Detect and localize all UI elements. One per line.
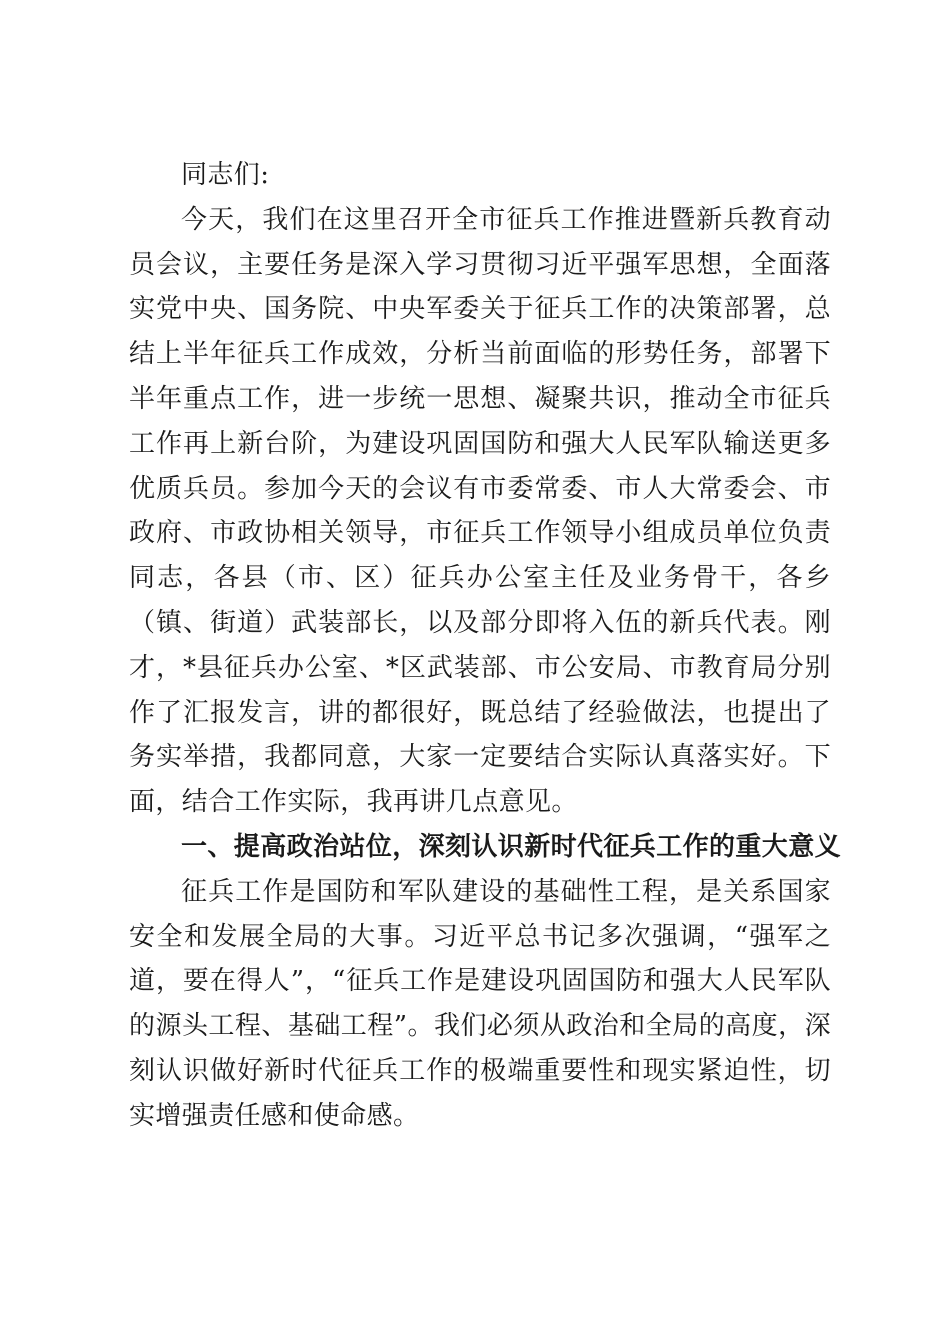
section-heading: 一、提高政治站位，深刻认识新时代征兵工作的重大意义 [181,831,842,862]
section-paragraph: 征兵工作是国防和军队建设的基础性工程，是关系国家安全和发展全局的大事。习近平总书记多次强调，“强军之道，要在得人”，“征兵工作是建设巩固国防和强大人民军队的源头工程、基础工程”。我们必须从政治和全局的高度，深刻认识做好新时代征兵工作的极端重要性和现实紧迫性，切实增强责任感和使命感。 [129,876,831,1131]
opening-paragraph: 今天，我们在这里召开全市征兵工作推进暨新兵教育动员会议，主要任务是深入学习贯彻习近平强军思想，全面落实党中央、国务院、中央军委关于征兵工作的决策部署，总结上半年征兵工作成效，分析当前面临的形势任务，部署下半年重点工作，进一步统一思想、凝聚共识，推动全市征兵工作再上新台阶，为建设巩固国防和强大人民军队输送更多优质兵员。参加今天的会议有市委常委、市人大常委会、市政府、市政协相关领导，市征兵工作领导小组成员单位负责同志，各县（市、区）征兵办公室主任及业务骨干，各乡（镇、街道）武装部长，以及部分即将入伍的新兵代表。刚才，*县征兵办公室、*区武装部、市公安局、市教育局分别作了汇报发言，讲的都很好，既总结了经验做法，也提出了务实举措，我都同意，大家一定要结合实际认真落实好。下面，结合工作实际，我再讲几点意见。 [129,204,831,818]
document-body [129,153,842,1139]
salutation: 同志们: [181,160,270,190]
